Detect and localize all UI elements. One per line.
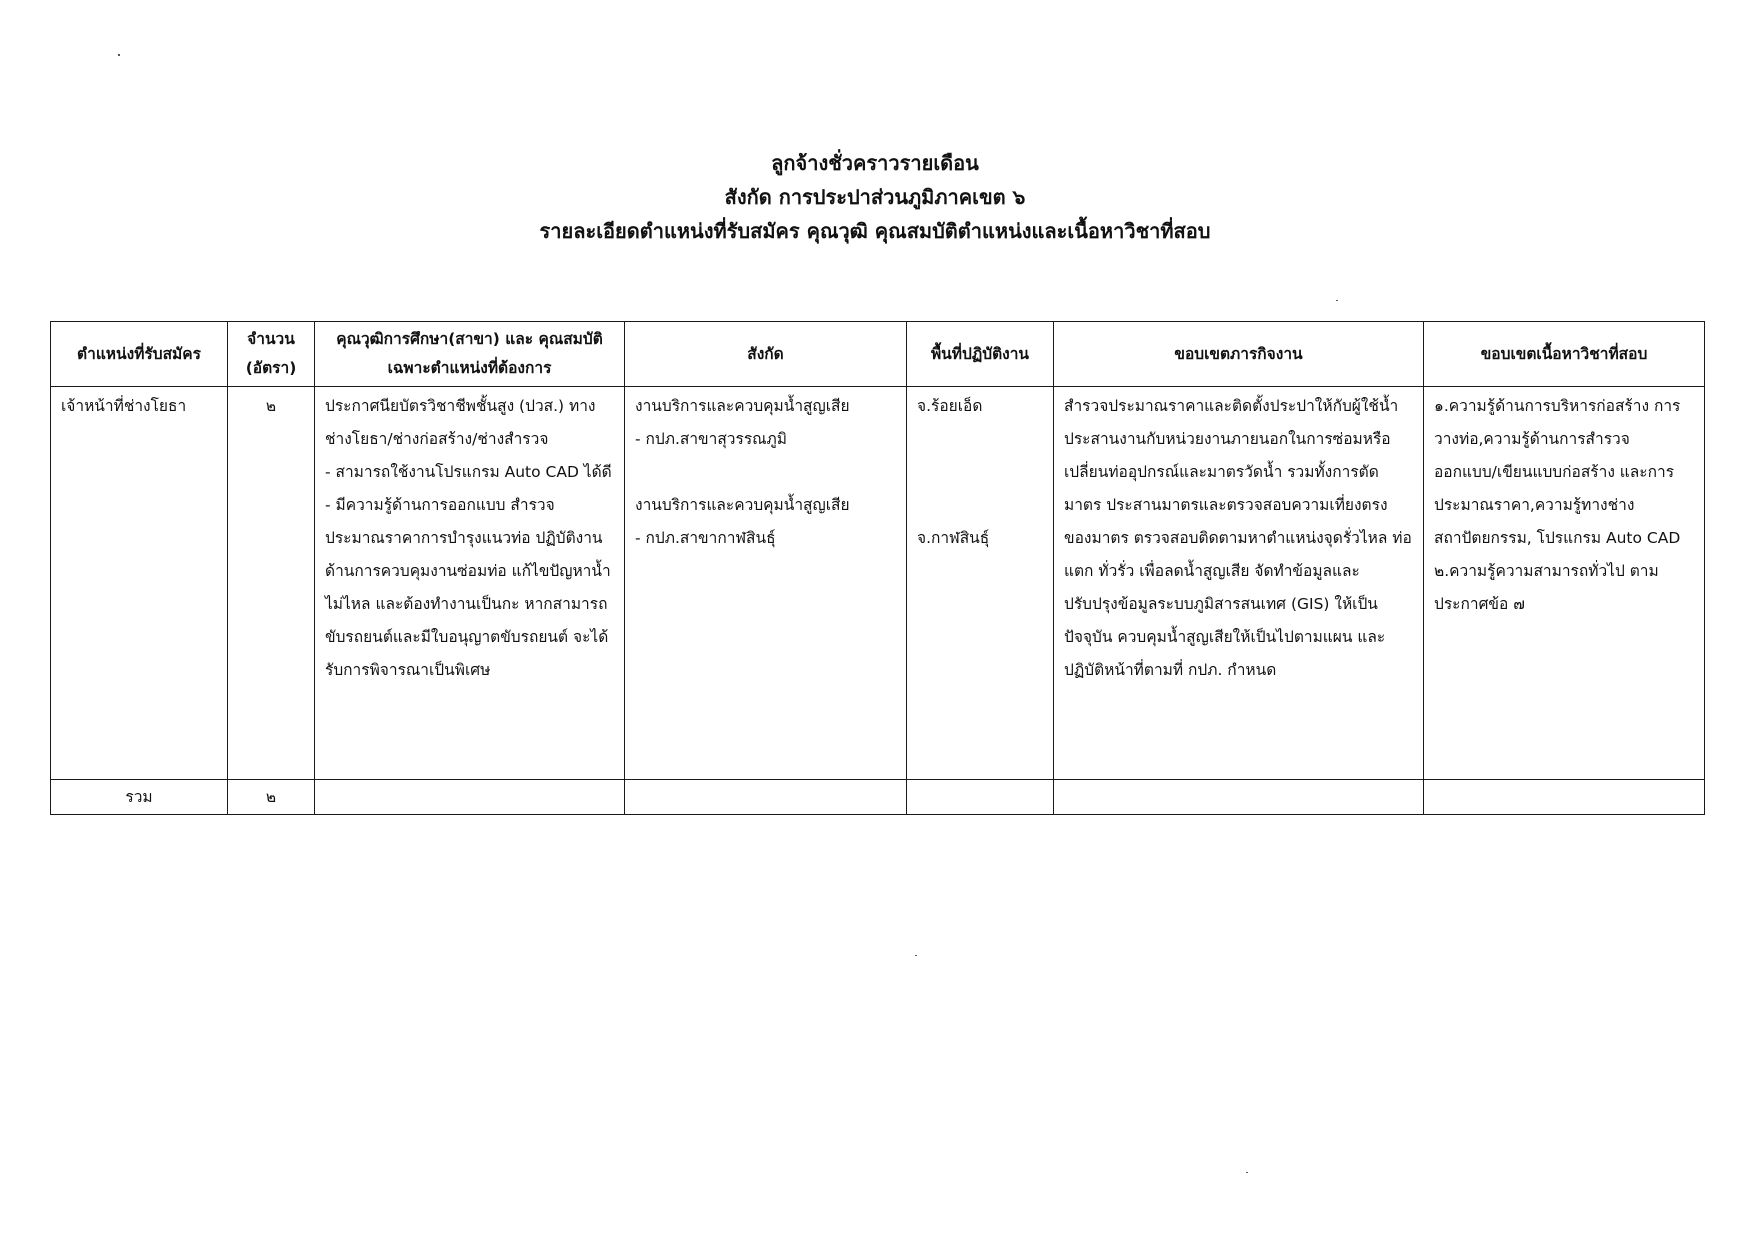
affiliation-spacer xyxy=(635,456,896,489)
exam-item-1: ๑.ความรู้ด้านการบริหารก่อสร้าง การวางท่อ,ความรู้ด้านการสำรวจ ออกแบบ/เขียนแบบก่อสร้าง และการประมาณราคา,ความรู้ทางช่างสถาปัตยกรรม, โปรแกรม Auto CAD xyxy=(1434,397,1681,547)
total-count: ๒ xyxy=(228,780,315,815)
qualification-line-2: - สามารถใช้งานโปรแกรม Auto CAD ได้ดี xyxy=(325,463,612,481)
total-empty-area xyxy=(907,780,1054,815)
cell-count: ๒ xyxy=(228,387,315,780)
total-empty-scope xyxy=(1054,780,1424,815)
scan-speck xyxy=(1336,300,1338,301)
exam-item-2: ๒.ความรู้ความสามารถทั่วไป ตามประกาศข้อ ๗ xyxy=(1434,562,1659,613)
affiliation-branch-2: - กปภ.สาขากาฬสินธุ์ xyxy=(635,529,776,547)
area-2: จ.กาฬสินธุ์ xyxy=(917,529,990,547)
cell-position: เจ้าหน้าที่ช่างโยธา xyxy=(51,387,228,780)
affiliation-unit-2: งานบริการและควบคุมน้ำสูญเสีย xyxy=(635,496,850,514)
total-empty-affiliation xyxy=(625,780,907,815)
header-line-1: ลูกจ้างชั่วคราวรายเดือน xyxy=(771,151,979,175)
area-spacer-1 xyxy=(917,423,1043,456)
table-row xyxy=(51,387,1705,780)
total-empty-qualification xyxy=(315,780,625,815)
col-header-affiliation: สังกัด xyxy=(625,322,907,387)
cell-area xyxy=(907,387,1054,780)
scan-speck xyxy=(118,54,120,56)
affiliation-unit-1: งานบริการและควบคุมน้ำสูญเสีย xyxy=(635,397,850,415)
affiliation-branch-1: - กปภ.สาขาสุวรรณภูมิ xyxy=(635,430,787,448)
area-spacer-3 xyxy=(917,489,1043,522)
col-header-area: พื้นที่ปฏิบัติงาน xyxy=(907,322,1054,387)
document-header xyxy=(0,146,1750,248)
cell-qualification xyxy=(315,387,625,780)
area-1: จ.ร้อยเอ็ด xyxy=(917,397,983,415)
cell-affiliation xyxy=(625,387,907,780)
qualification-line-3: - มีความรู้ด้านการออกแบบ สำรวจประมาณราคาการบำรุงแนวท่อ ปฏิบัติงานด้านการควบคุมงานซ่อมท่อ แก้ไขปัญหาน้ำไม่ไหล และต้องทำงานเป็นกะ หากสามารถขับรถยนต์และมีใบอนุญาตขับรถยนต์ จะได้รับการพิจารณาเป็นพิเศษ xyxy=(325,496,611,679)
total-empty-exam xyxy=(1424,780,1705,815)
col-header-scope: ขอบเขตภารกิจงาน xyxy=(1054,322,1424,387)
total-label: รวม xyxy=(51,780,228,815)
cell-scope: สำรวจประมาณราคาและติดตั้งประปาให้กับผู้ใช้น้ำ ประสานงานกับหน่วยงานภายนอกในการซ่อมหรือเปลี่ยนท่ออุปกรณ์และมาตรวัดน้ำ รวมทั้งการตัดมาตร ประสานมาตรและตรวจสอบความเที่ยงตรงของมาตร ตรวจสอบติดตามหาตำแหน่งจุดรั่วไหล ท่อแตก ทั่วรั่ว เพื่อลดน้ำสูญเสีย จัดทำข้อมูลและปรับปรุงข้อมูลระบบภูมิสารสนเทศ (GIS) ให้เป็นปัจจุบัน ควบคุมน้ำสูญเสียให้เป็นไปตามแผน และปฏิบัติหน้าที่ตามที่ กปภ. กำหนด xyxy=(1054,387,1424,780)
col-header-position: ตำแหน่งที่รับสมัคร xyxy=(51,322,228,387)
header-line-2: สังกัด การประปาส่วนภูมิภาคเขต ๖ xyxy=(724,185,1026,209)
scan-speck xyxy=(915,955,917,956)
col-header-qualification: คุณวุฒิการศึกษา(สาขา) และ คุณสมบัติเฉพาะตำแหน่งที่ต้องการ xyxy=(315,322,625,387)
col-header-exam: ขอบเขตเนื้อหาวิชาที่สอบ xyxy=(1424,322,1705,387)
header-line-3: รายละเอียดตำแหน่งที่รับสมัคร คุณวุฒิ คุณสมบัติตำแหน่งและเนื้อหาวิชาที่สอบ xyxy=(539,219,1211,243)
cell-exam xyxy=(1424,387,1705,780)
area-spacer-2 xyxy=(917,456,1043,489)
table-header-row xyxy=(51,322,1705,387)
qualification-line-1: ประกาศนียบัตรวิชาชีพชั้นสูง (ปวส.) ทางช่างโยธา/ช่างก่อสร้าง/ช่างสำรวจ xyxy=(325,397,596,448)
col-header-count: จำนวน (อัตรา) xyxy=(228,322,315,387)
scan-speck xyxy=(1246,1172,1248,1173)
position-details-table xyxy=(50,321,1705,815)
total-row xyxy=(51,780,1705,815)
